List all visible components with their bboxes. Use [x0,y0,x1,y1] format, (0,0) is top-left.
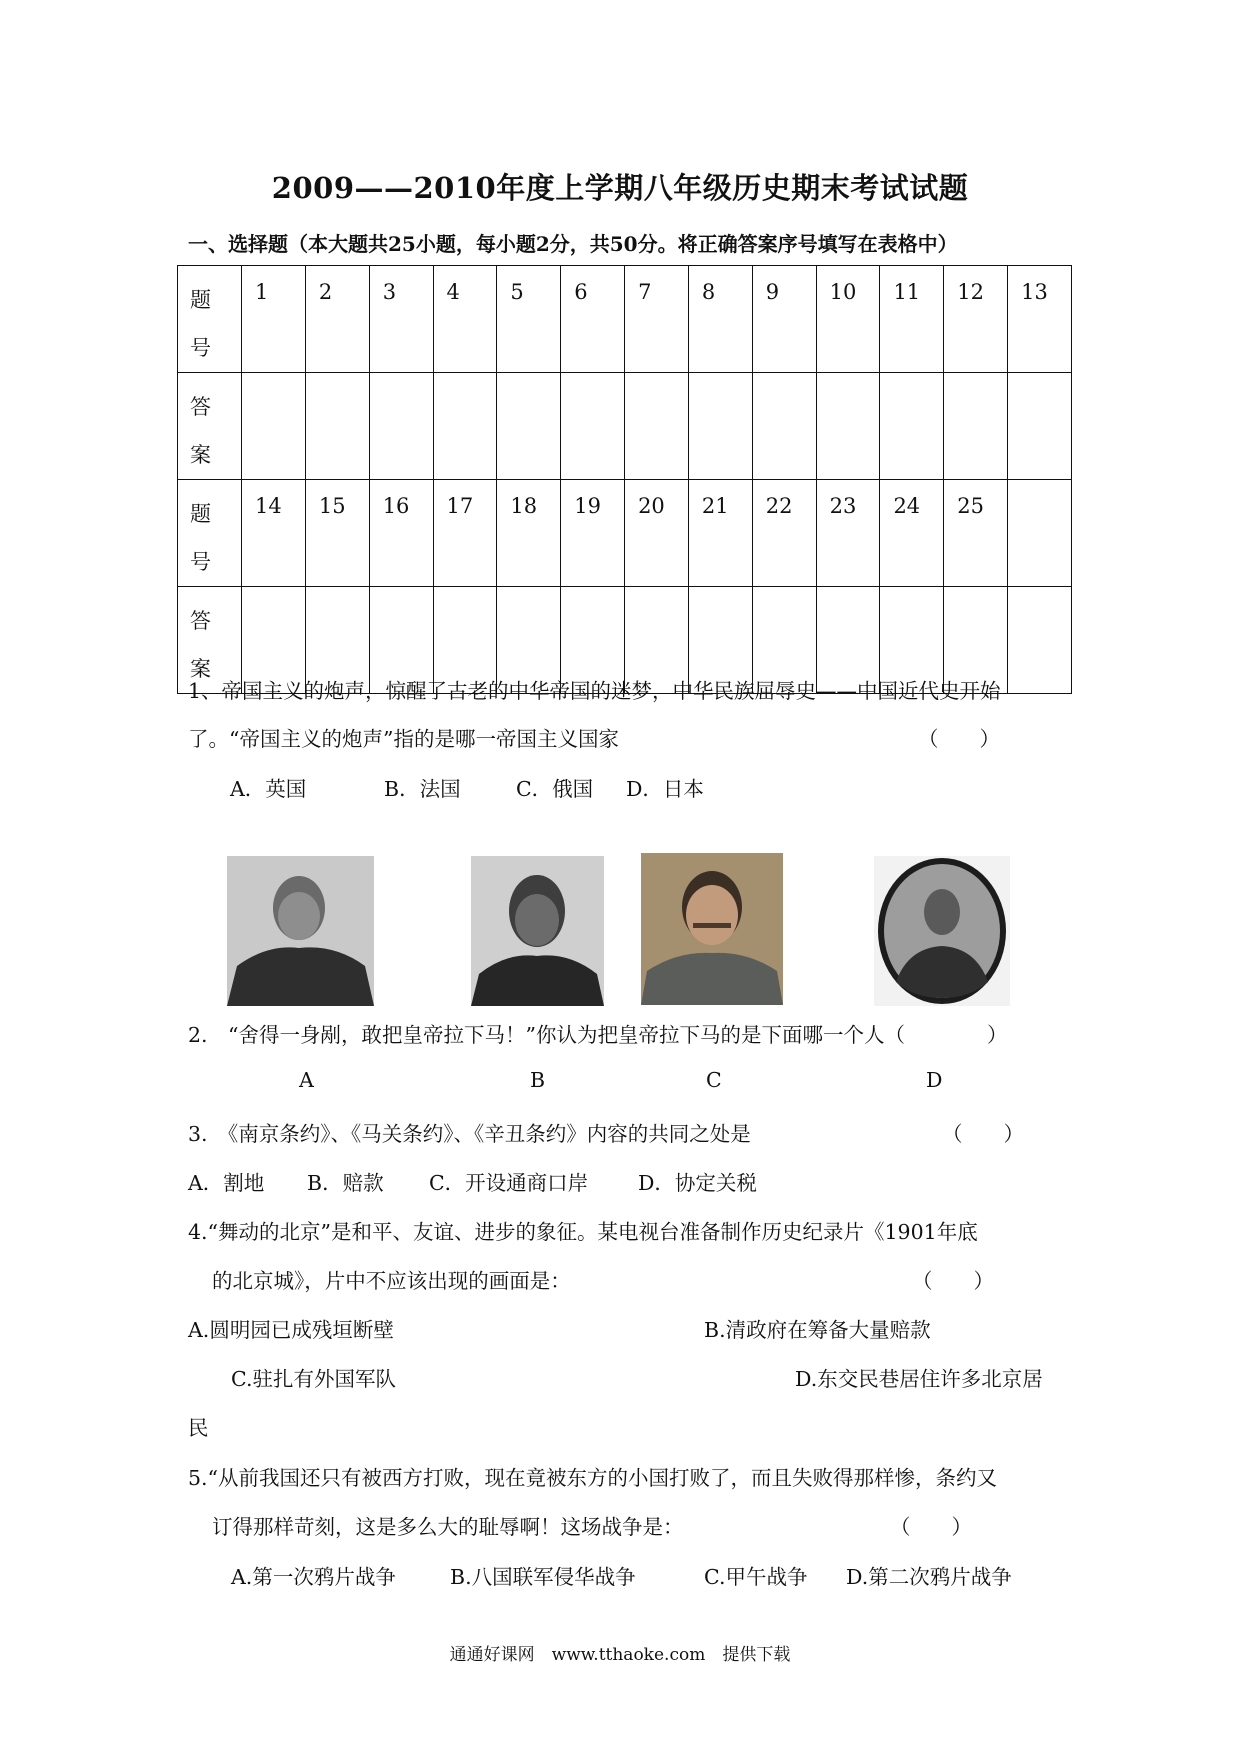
q1-option-b[interactable]: B．法国 [384,777,461,801]
q1-answer-paren: （ ） [918,727,1000,751]
number-cell: 13 [1008,266,1072,373]
label-question-cell: 题 号 [178,480,242,587]
portrait-c-image [641,853,783,1005]
q4-answer-paren: （ ） [912,1269,994,1293]
section-heading: 一、选择题（本大题共25小题，每小题2分，共50分。将正确答案序号填写在表格中） [188,232,958,256]
q4-text-line2: 的北京城》，片中不应该出现的画面是： [212,1269,571,1293]
number-cell: 8 [688,266,752,373]
q1-option-c[interactable]: C．俄国 [516,777,594,801]
number-cell: 22 [752,480,816,587]
q5-option-d[interactable]: D.第二次鸦片战争 [846,1565,1012,1589]
number-cell: 24 [880,480,944,587]
number-cell: 21 [688,480,752,587]
q2-text: 2. “舍得一身剐，敢把皇帝拉下马！”你认为把皇帝拉下马的是下面哪一个人（ ） [188,1023,1008,1047]
q5-answer-paren: （ ） [890,1515,972,1539]
q2-photo-label-d: D [926,1068,943,1092]
answer-cell[interactable] [752,373,816,480]
table-row [178,266,1072,373]
q4-option-d-wrap: 民 [188,1416,209,1440]
q5-option-c[interactable]: C.甲午战争 [704,1565,808,1589]
q4-option-b[interactable]: B.清政府在筹备大量赔款 [704,1318,931,1342]
answer-table [177,265,1072,694]
answer-cell[interactable] [305,373,369,480]
q3-option-d[interactable]: D．协定关税 [638,1171,757,1195]
number-cell: 14 [242,480,306,587]
q1-option-d[interactable]: D．日本 [626,777,704,801]
q1-text-line1: 1、帝国主义的炮声，惊醒了古老的中华帝国的迷梦，中华民族屈辱史——中国近代史开始 [188,679,1001,703]
number-cell: 9 [752,266,816,373]
q4-option-c[interactable]: C.驻扎有外国军队 [231,1367,396,1391]
q3-option-a[interactable]: A．割地 [188,1171,265,1195]
answer-cell[interactable] [1008,587,1072,694]
number-cell: 19 [561,480,625,587]
page-title: 2009——2010年度上学期八年级历史期末考试试题 [271,171,969,205]
portrait-a-image [227,856,374,1006]
q5-text-line2: 订得那样苛刻，这是多么大的耻辱啊！这场战争是： [212,1515,684,1539]
q2-photo-label-c: C [706,1068,722,1092]
number-cell: 10 [816,266,880,373]
q1-option-a[interactable]: A．英国 [230,777,307,801]
answer-cell[interactable] [369,373,433,480]
q4-text-line1: 4.“舞动的北京”是和平、友谊、进步的象征。某电视台准备制作历史纪录片《1901年底 [188,1220,978,1244]
number-cell: 6 [561,266,625,373]
table-row [178,480,1072,587]
portrait-photo-b [471,856,604,1006]
number-cell [1008,480,1072,587]
number-cell: 18 [497,480,561,587]
answer-cell[interactable] [242,373,306,480]
number-cell: 11 [880,266,944,373]
q3-option-b[interactable]: B．赔款 [307,1171,384,1195]
number-cell: 20 [625,480,689,587]
number-cell: 4 [433,266,497,373]
number-cell: 2 [305,266,369,373]
answer-cell[interactable] [944,373,1008,480]
answer-cell[interactable] [433,373,497,480]
number-cell: 25 [944,480,1008,587]
portrait-photo-a [227,856,374,1006]
answer-cell[interactable] [688,373,752,480]
label-answer-cell: 答 案 [178,587,242,694]
number-cell: 5 [497,266,561,373]
q3-option-c[interactable]: C．开设通商口岸 [429,1171,589,1195]
number-cell: 3 [369,266,433,373]
q2-photo-label-b: B [530,1068,546,1092]
answer-cell[interactable] [1008,373,1072,480]
q3-text: 3. 《南京条约》、《马关条约》、《辛丑条约》内容的共同之处是 [188,1122,751,1146]
number-cell: 16 [369,480,433,587]
answer-cell[interactable] [561,373,625,480]
q5-option-b[interactable]: B.八国联军侵华战争 [450,1565,636,1589]
page-footer: 通通好课网 www.tthaoke.com 提供下载 [449,1645,791,1665]
q3-answer-paren: （ ） [942,1122,1024,1146]
q2-photo-label-a: A [299,1068,314,1092]
q5-option-a[interactable]: A.第一次鸦片战争 [231,1565,396,1589]
number-cell: 1 [242,266,306,373]
answer-cell[interactable] [497,373,561,480]
label-answer-cell: 答 案 [178,373,242,480]
answer-cell[interactable] [816,373,880,480]
answer-cell[interactable] [625,373,689,480]
number-cell: 12 [944,266,1008,373]
q1-text-line2: 了。“帝国主义的炮声”指的是哪一帝国主义国家 [188,727,619,751]
portrait-b-image [471,856,604,1006]
q4-option-d[interactable]: D.东交民巷居住许多北京居 [795,1367,1043,1391]
table-row [178,373,1072,480]
number-cell: 17 [433,480,497,587]
q4-option-a[interactable]: A.圆明园已成残垣断壁 [188,1318,394,1342]
number-cell: 23 [816,480,880,587]
portrait-photo-c [641,853,783,1005]
q5-text-line1: 5.“从前我国还只有被西方打败，现在竟被东方的小国打败了，而且失败得那样惨，条约又 [188,1466,998,1490]
label-question-cell: 题 号 [178,266,242,373]
portrait-photo-d [874,856,1010,1006]
portrait-d-image [874,856,1010,1006]
number-cell: 15 [305,480,369,587]
answer-cell[interactable] [880,373,944,480]
number-cell: 7 [625,266,689,373]
